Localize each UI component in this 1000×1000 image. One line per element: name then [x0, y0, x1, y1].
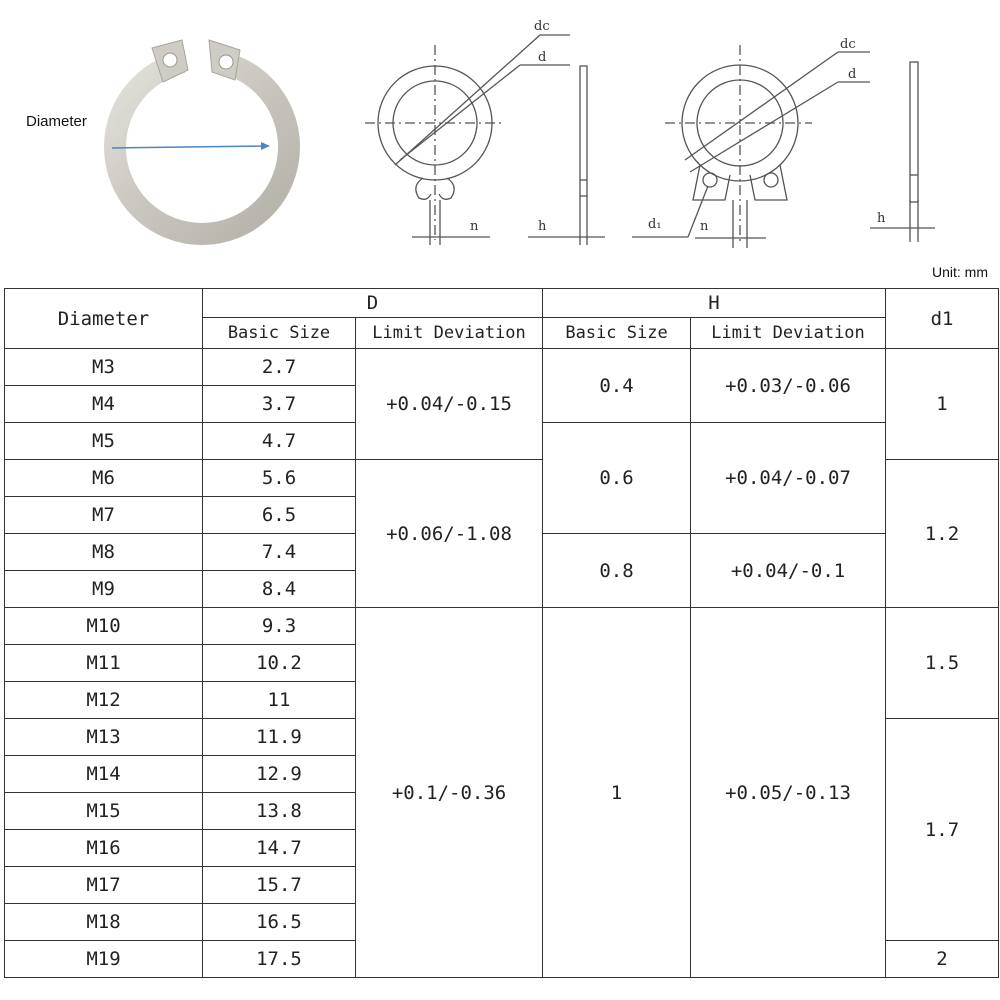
drawing2-dc-label: dc [840, 37, 856, 52]
cell-diameter: M7 [5, 497, 203, 534]
cell-d-basic: 13.8 [203, 793, 356, 830]
cell-diameter: M14 [5, 756, 203, 793]
header-H-basic: Basic Size [543, 318, 691, 349]
retaining-ring-photo [0, 0, 1000, 288]
cell-diameter: M15 [5, 793, 203, 830]
drawing2-h-label: h [877, 211, 886, 226]
drawing1-h-label: h [538, 219, 547, 234]
cell-d-limit: +0.1/-0.36 [356, 608, 543, 978]
cell-h-limit: +0.03/-0.06 [691, 349, 886, 423]
cell-h-basic: 0.4 [543, 349, 691, 423]
drawing2-d-label: d [848, 67, 857, 82]
diameter-label: Diameter [26, 113, 87, 130]
cell-diameter: M9 [5, 571, 203, 608]
illustration-area [0, 0, 1000, 288]
cell-d-basic: 5.6 [203, 460, 356, 497]
technical-drawing-2 [632, 45, 935, 248]
cell-d-basic: 7.4 [203, 534, 356, 571]
cell-diameter: M17 [5, 867, 203, 904]
cell-diameter: M18 [5, 904, 203, 941]
cell-d1: 2 [886, 941, 999, 978]
cell-d-basic: 9.3 [203, 608, 356, 645]
cell-d-basic: 11.9 [203, 719, 356, 756]
cell-d1: 1.7 [886, 719, 999, 941]
cell-d1: 1.2 [886, 460, 999, 608]
header-H: H [543, 289, 886, 318]
cell-h-limit: +0.04/-0.07 [691, 423, 886, 534]
cell-diameter: M5 [5, 423, 203, 460]
header-H-limit: Limit Deviation [691, 318, 886, 349]
cell-d-basic: 6.5 [203, 497, 356, 534]
cell-d-basic: 4.7 [203, 423, 356, 460]
cell-d-basic: 2.7 [203, 349, 356, 386]
unit-label: Unit: mm [932, 264, 988, 280]
dimensions-table [4, 288, 999, 978]
cell-h-limit: +0.05/-0.13 [691, 608, 886, 978]
drawing2-n-label: n [700, 219, 709, 234]
cell-d-limit: +0.04/-0.15 [356, 349, 543, 460]
diameter-arrow [112, 142, 270, 150]
cell-d-limit: +0.06/-1.08 [356, 460, 543, 608]
cell-d-basic: 10.2 [203, 645, 356, 682]
drawing2-d1-label: d₁ [648, 217, 662, 232]
header-row-1 [5, 289, 999, 318]
header-D-basic: Basic Size [203, 318, 356, 349]
cell-d-basic: 16.5 [203, 904, 356, 941]
cell-diameter: M4 [5, 386, 203, 423]
cell-diameter: M10 [5, 608, 203, 645]
header-diameter: Diameter [5, 289, 203, 349]
cell-d1: 1.5 [886, 608, 999, 719]
cell-diameter: M3 [5, 349, 203, 386]
cell-h-basic: 0.8 [543, 534, 691, 608]
cell-diameter: M19 [5, 941, 203, 978]
cell-d-basic: 12.9 [203, 756, 356, 793]
cell-diameter: M13 [5, 719, 203, 756]
cell-diameter: M11 [5, 645, 203, 682]
cell-h-limit: +0.04/-0.1 [691, 534, 886, 608]
header-D-limit: Limit Deviation [356, 318, 543, 349]
cell-diameter: M8 [5, 534, 203, 571]
cell-diameter: M6 [5, 460, 203, 497]
cell-d-basic: 14.7 [203, 830, 356, 867]
table-row [5, 349, 999, 386]
drawing1-d-label: d [538, 50, 547, 65]
ring-photo-shape [115, 40, 289, 234]
cell-d-basic: 15.7 [203, 867, 356, 904]
cell-d1: 1 [886, 349, 999, 460]
header-D: D [203, 289, 543, 318]
cell-d-basic: 11 [203, 682, 356, 719]
drawing1-n-label: n [470, 219, 479, 234]
technical-drawing-1 [365, 35, 605, 245]
cell-diameter: M16 [5, 830, 203, 867]
header-d1: d1 [886, 289, 999, 349]
cell-d-basic: 3.7 [203, 386, 356, 423]
cell-h-basic: 0.6 [543, 423, 691, 534]
table-row [5, 608, 999, 645]
cell-d-basic: 8.4 [203, 571, 356, 608]
drawing1-dc-label: dc [534, 19, 550, 34]
cell-diameter: M12 [5, 682, 203, 719]
cell-h-basic: 1 [543, 608, 691, 978]
cell-d-basic: 17.5 [203, 941, 356, 978]
